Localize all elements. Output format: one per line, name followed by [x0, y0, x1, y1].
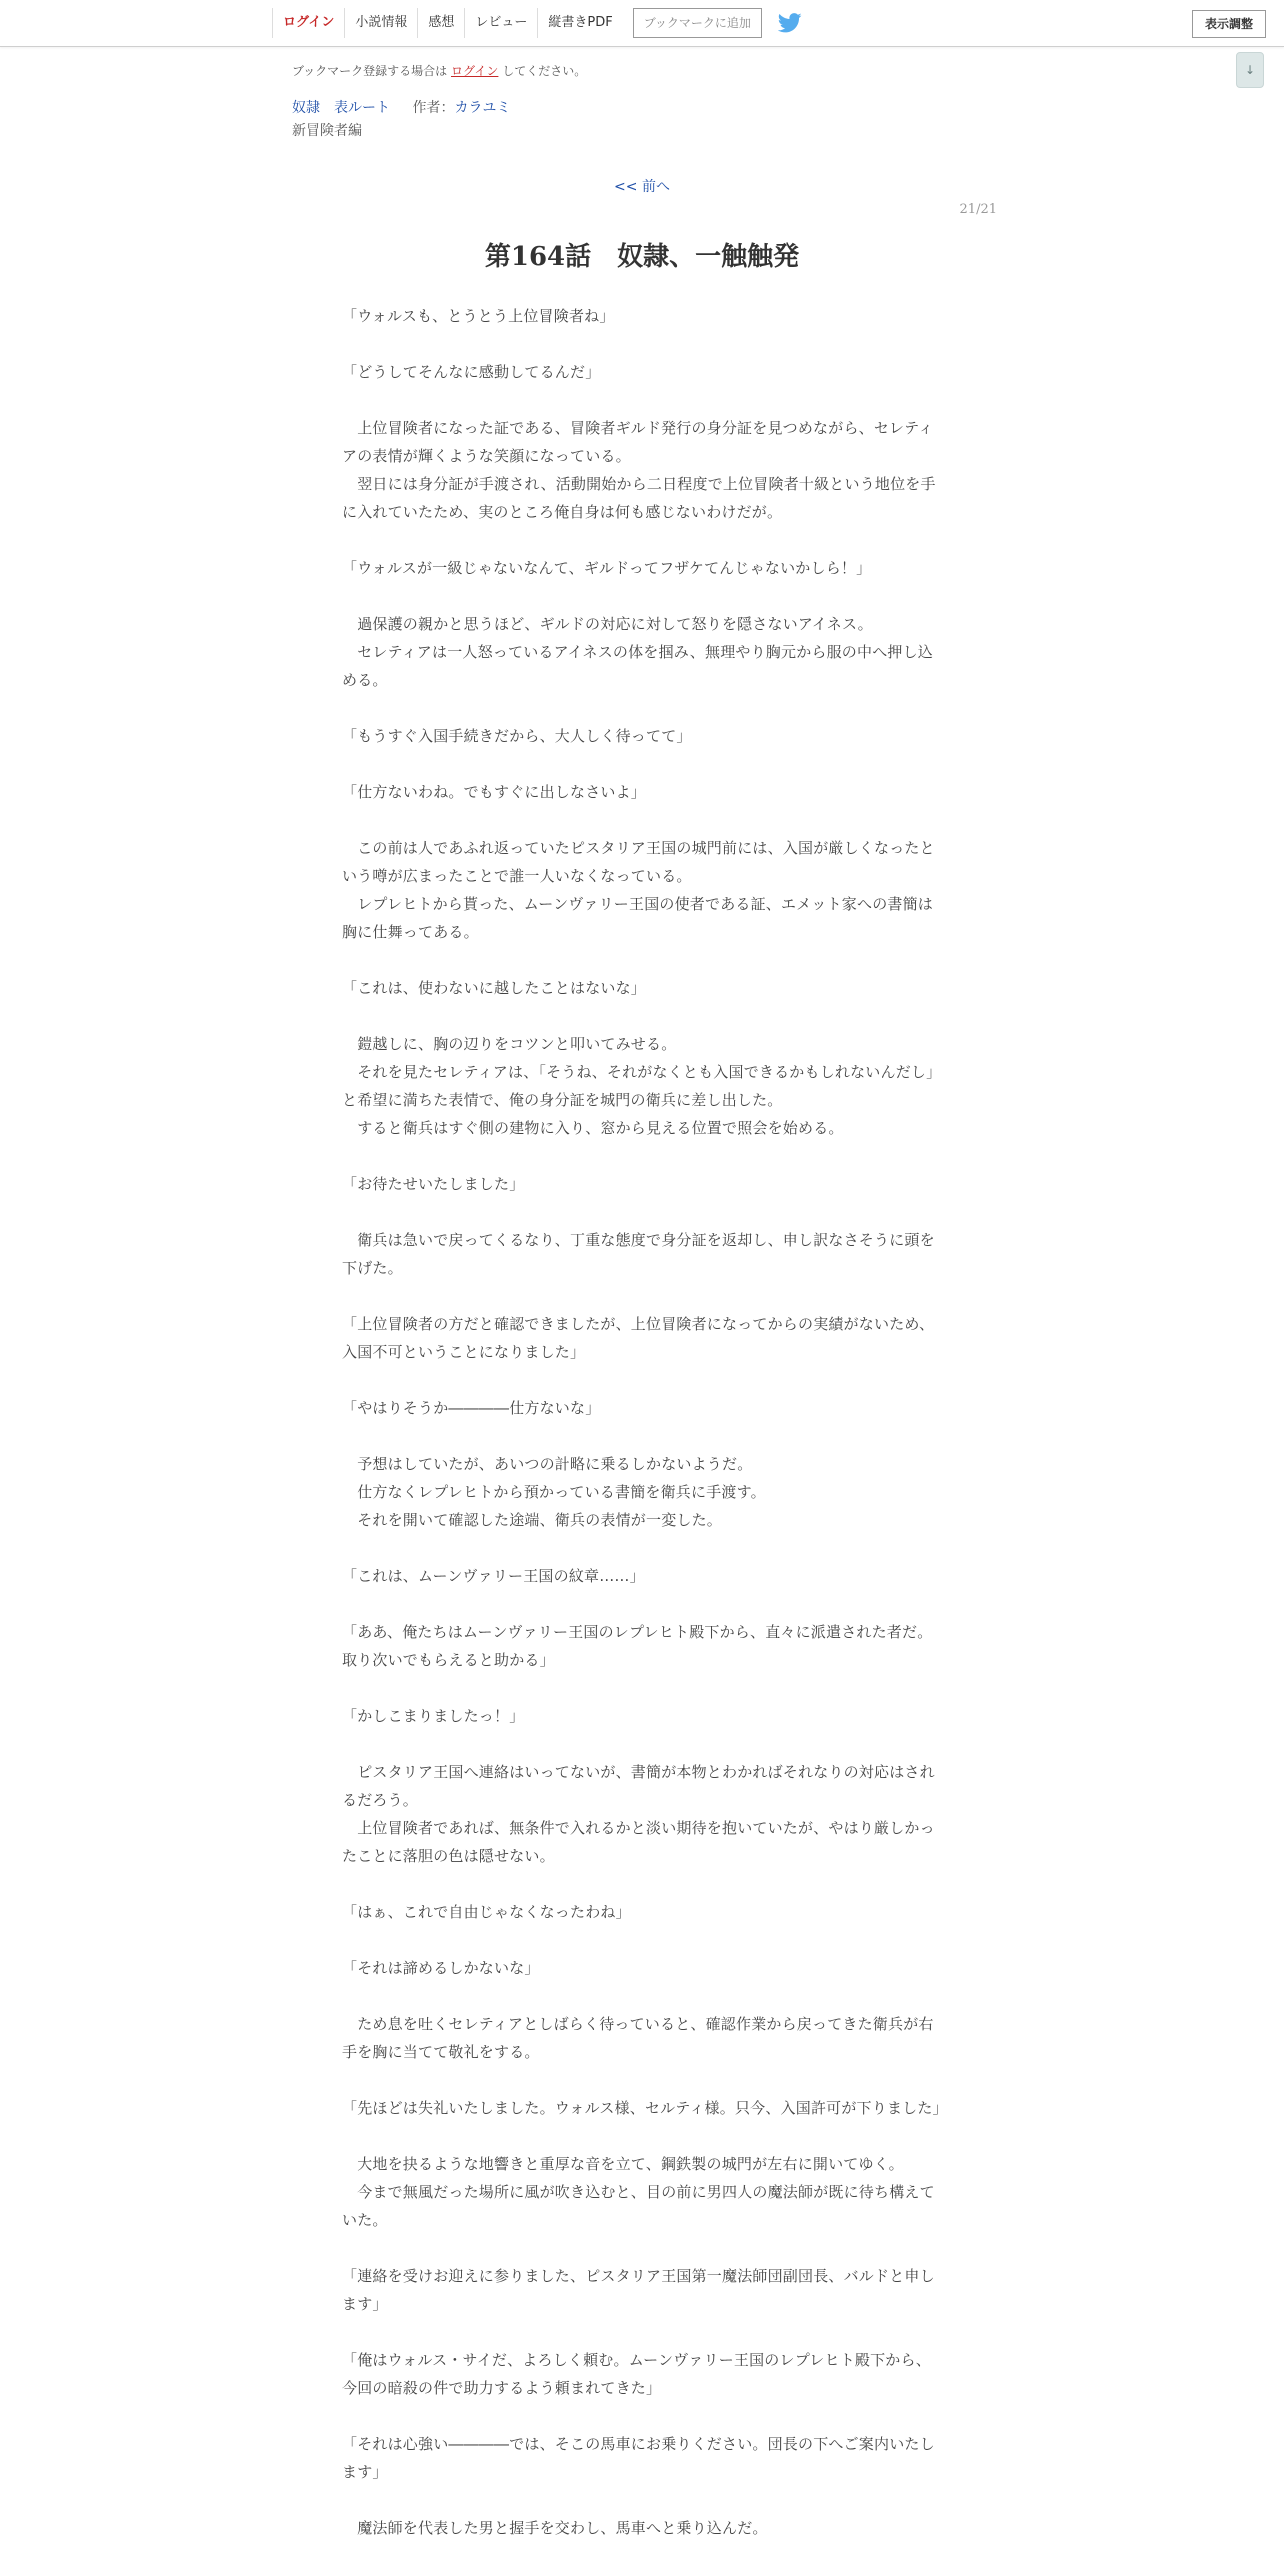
blank-line [342, 2486, 942, 2514]
body-paragraph: ため息を吐くセレティアとしばらく待っていると、確認作業から戻ってきた衛兵が右手を胸に当てて敬礼をする。 [342, 2015, 934, 2061]
bookmark-login-notice [292, 62, 586, 79]
body-paragraph: 予想はしていたが、あいつの計略に乗るしかないようだ。 [342, 1455, 753, 1473]
body-paragraph: この前は人であふれ返っていたピスタリア王国の城門前には、入国が厳しくなったという噂が広まったことで誰一人いなくなっている。 [342, 839, 935, 885]
blank-line [342, 1002, 942, 1030]
series-info [292, 97, 510, 117]
author-label: 作者： [412, 100, 455, 116]
body-paragraph: 「連絡を受けお迎えに参りました、ピスタリア王国第一魔法師団副団長、バルドと申します」 [342, 2267, 935, 2313]
blank-line [342, 2402, 942, 2430]
nav-novel-info[interactable]: 小説情報 [344, 8, 417, 38]
body-paragraph: 「ウォルスが一級じゃないなんて、ギルドってフザケてんじゃないかしら！」 [342, 559, 872, 577]
nav-impressions[interactable]: 感想 [417, 8, 464, 38]
blank-line [342, 946, 942, 974]
blank-line [342, 1870, 942, 1898]
main-nav [272, 8, 804, 38]
blank-line [342, 2066, 942, 2094]
blank-line [342, 806, 942, 834]
body-paragraph: 「はぁ、これで自由じゃなくなったわね」 [342, 1903, 631, 1921]
add-bookmark-button[interactable]: ブックマークに追加 [633, 8, 762, 38]
body-paragraph: 「お待たせいたしました」 [342, 1175, 525, 1193]
body-paragraph: ピスタリア王国へ連絡はいってないが、書簡が本物とわかればそれなりの対応はされるだろう。 [342, 1763, 935, 1809]
body-paragraph: 「これは、ムーンヴァリー王国の紋章……」 [342, 1567, 645, 1585]
blank-line [342, 1282, 942, 1310]
body-paragraph: 今まで無風だった場所に風が吹き込むと、目の前に男四人の魔法師が既に待ち構えていた。 [342, 2183, 935, 2229]
body-paragraph: 「これは、使わないに越したことはないな」 [342, 979, 647, 997]
body-paragraph: レプレヒトから貰った、ムーンヴァリー王国の使者である証、エメット家への書簡は胸に仕舞ってある。 [342, 895, 934, 941]
body-paragraph: 鎧越しに、胸の辺りをコツンと叩いてみせる。 [342, 1035, 677, 1053]
body-paragraph: 「上位冒険者の方だと確認できましたが、上位冒険者になってからの実績がないため、入国不可ということになりました」 [342, 1315, 935, 1361]
blank-line [342, 330, 942, 358]
blank-line [342, 1730, 942, 1758]
episode-counter: 21/21 [959, 202, 997, 217]
blank-line [342, 1198, 942, 1226]
blank-line [342, 1590, 942, 1618]
blank-line [342, 694, 942, 722]
blank-line [342, 1366, 942, 1394]
episode-title: 第164話 奴隷、一触触発 [484, 242, 800, 272]
body-paragraph: 上位冒険者であれば、無条件で入れるかと淡い期待を抱いていたが、やはり厳しかったことに落胆の色は隠せない。 [342, 1819, 935, 1865]
novel-body [342, 302, 948, 2542]
body-paragraph: それを見たセレティアは、「そうね、それがなくとも入国できるかもしれないんだし」と希望に満ちた表情で、俺の身分証を城門の衛兵に差し出した。 [342, 1063, 942, 1109]
blank-line [342, 1422, 942, 1450]
body-paragraph: 「やはりそうか――――仕方ないな」 [342, 1399, 601, 1417]
nav-vertical-pdf[interactable]: 縦書きPDF [537, 8, 622, 38]
body-paragraph: 仕方なくレプレヒトから預かっている書簡を衛兵に手渡す。 [342, 1483, 766, 1501]
body-paragraph: それを開いて確認した途端、衛兵の表情が一変した。 [342, 1511, 723, 1529]
blank-line [342, 526, 942, 554]
body-paragraph: 「どうしてそんなに感動してるんだ」 [342, 363, 601, 381]
body-paragraph: すると衛兵はすぐ側の建物に入り、窓から見える位置で照会を始める。 [342, 1119, 844, 1137]
blank-line [342, 1534, 942, 1562]
notice-text-after: してください。 [502, 64, 587, 78]
blank-line [342, 1926, 942, 1954]
twitter-share-link[interactable] [778, 12, 804, 34]
body-paragraph: 「それは心強い――――では、そこの馬車にお乗りください。団長の下へご案内いたします」 [342, 2435, 935, 2481]
body-paragraph: 「仕方ないわね。でもすぐに出しなさいよ」 [342, 783, 647, 801]
body-paragraph: 大地を抉るような地響きと重厚な音を立て、鋼鉄製の城門が左右に開いてゆく。 [342, 2155, 904, 2173]
body-paragraph: 「ああ、俺たちはムーンヴァリー王国のレプレヒト殿下から、直々に派遣された者だ。取り次いでもらえると助かる」 [342, 1623, 933, 1669]
notice-text-before: ブックマーク登録する場合は [292, 64, 448, 78]
twitter-bird-icon [778, 13, 802, 33]
blank-line [342, 2234, 942, 2262]
blank-line [342, 582, 942, 610]
display-settings-button[interactable]: 表示調整 [1192, 10, 1266, 38]
blank-line [342, 2122, 942, 2150]
chapter-group-title: 新冒険者編 [292, 123, 362, 139]
prev-page-link[interactable]: << 前へ [614, 179, 670, 195]
body-paragraph: 「もうすぐ入国手続きだから、大人しく待ってて」 [342, 727, 692, 745]
nav-reviews[interactable]: レビュー [464, 8, 537, 38]
blank-line [342, 2318, 942, 2346]
pager [0, 176, 1284, 196]
series-title-link[interactable]: 奴隷 表ルート [292, 100, 390, 116]
scroll-down-arrow-icon[interactable]: ↓ [1236, 52, 1264, 88]
body-paragraph: 衛兵は急いで戻ってくるなり、丁重な態度で身分証を返却し、申し訳なさそうに頭を下げた。 [342, 1231, 935, 1277]
body-paragraph: 「かしこまりましたっ！」 [342, 1707, 525, 1725]
body-paragraph: 「先ほどは失礼いたしました。ウォルス様、セルティ様。只今、入国許可が下りました」 [342, 2099, 948, 2117]
body-paragraph: セレティアは一人怒っているアイネスの体を掴み、無理やり胸元から服の中へ押し込める。 [342, 643, 934, 689]
blank-line [342, 750, 942, 778]
body-paragraph: 過保護の親かと思うほど、ギルドの対応に対して怒りを隠さないアイネス。 [342, 615, 873, 633]
author-link[interactable]: カラユミ [454, 100, 511, 116]
blank-line [342, 1674, 942, 1702]
body-paragraph: 翌日には身分証が手渡され、活動開始から二日程度で上位冒険者十級という地位を手に入れていたため、実のところ俺自身は何も感じないわけだが。 [342, 475, 936, 521]
body-paragraph: 「ウォルスも、とうとう上位冒険者ね」 [342, 307, 615, 325]
body-paragraph: 上位冒険者になった証である、冒険者ギルド発行の身分証を見つめながら、セレティアの表情が輝くような笑顔になっている。 [342, 419, 934, 465]
notice-login-link[interactable]: ログイン [451, 64, 499, 78]
body-paragraph: 魔法師を代表した男と握手を交わし、馬車へと乗り込んだ。 [342, 2519, 768, 2537]
blank-line [342, 386, 942, 414]
blank-line [342, 1982, 942, 2010]
body-paragraph: 「それは諦めるしかないな」 [342, 1959, 540, 1977]
blank-line [342, 1142, 942, 1170]
top-navigation-bar [0, 0, 1284, 47]
body-paragraph: 「俺はウォルス・サイだ、よろしく頼む。ムーンヴァリー王国のレプレヒト殿下から、今回の暗殺の件で助力するよう頼まれてきた」 [342, 2351, 931, 2397]
nav-login[interactable]: ログイン [272, 8, 344, 38]
